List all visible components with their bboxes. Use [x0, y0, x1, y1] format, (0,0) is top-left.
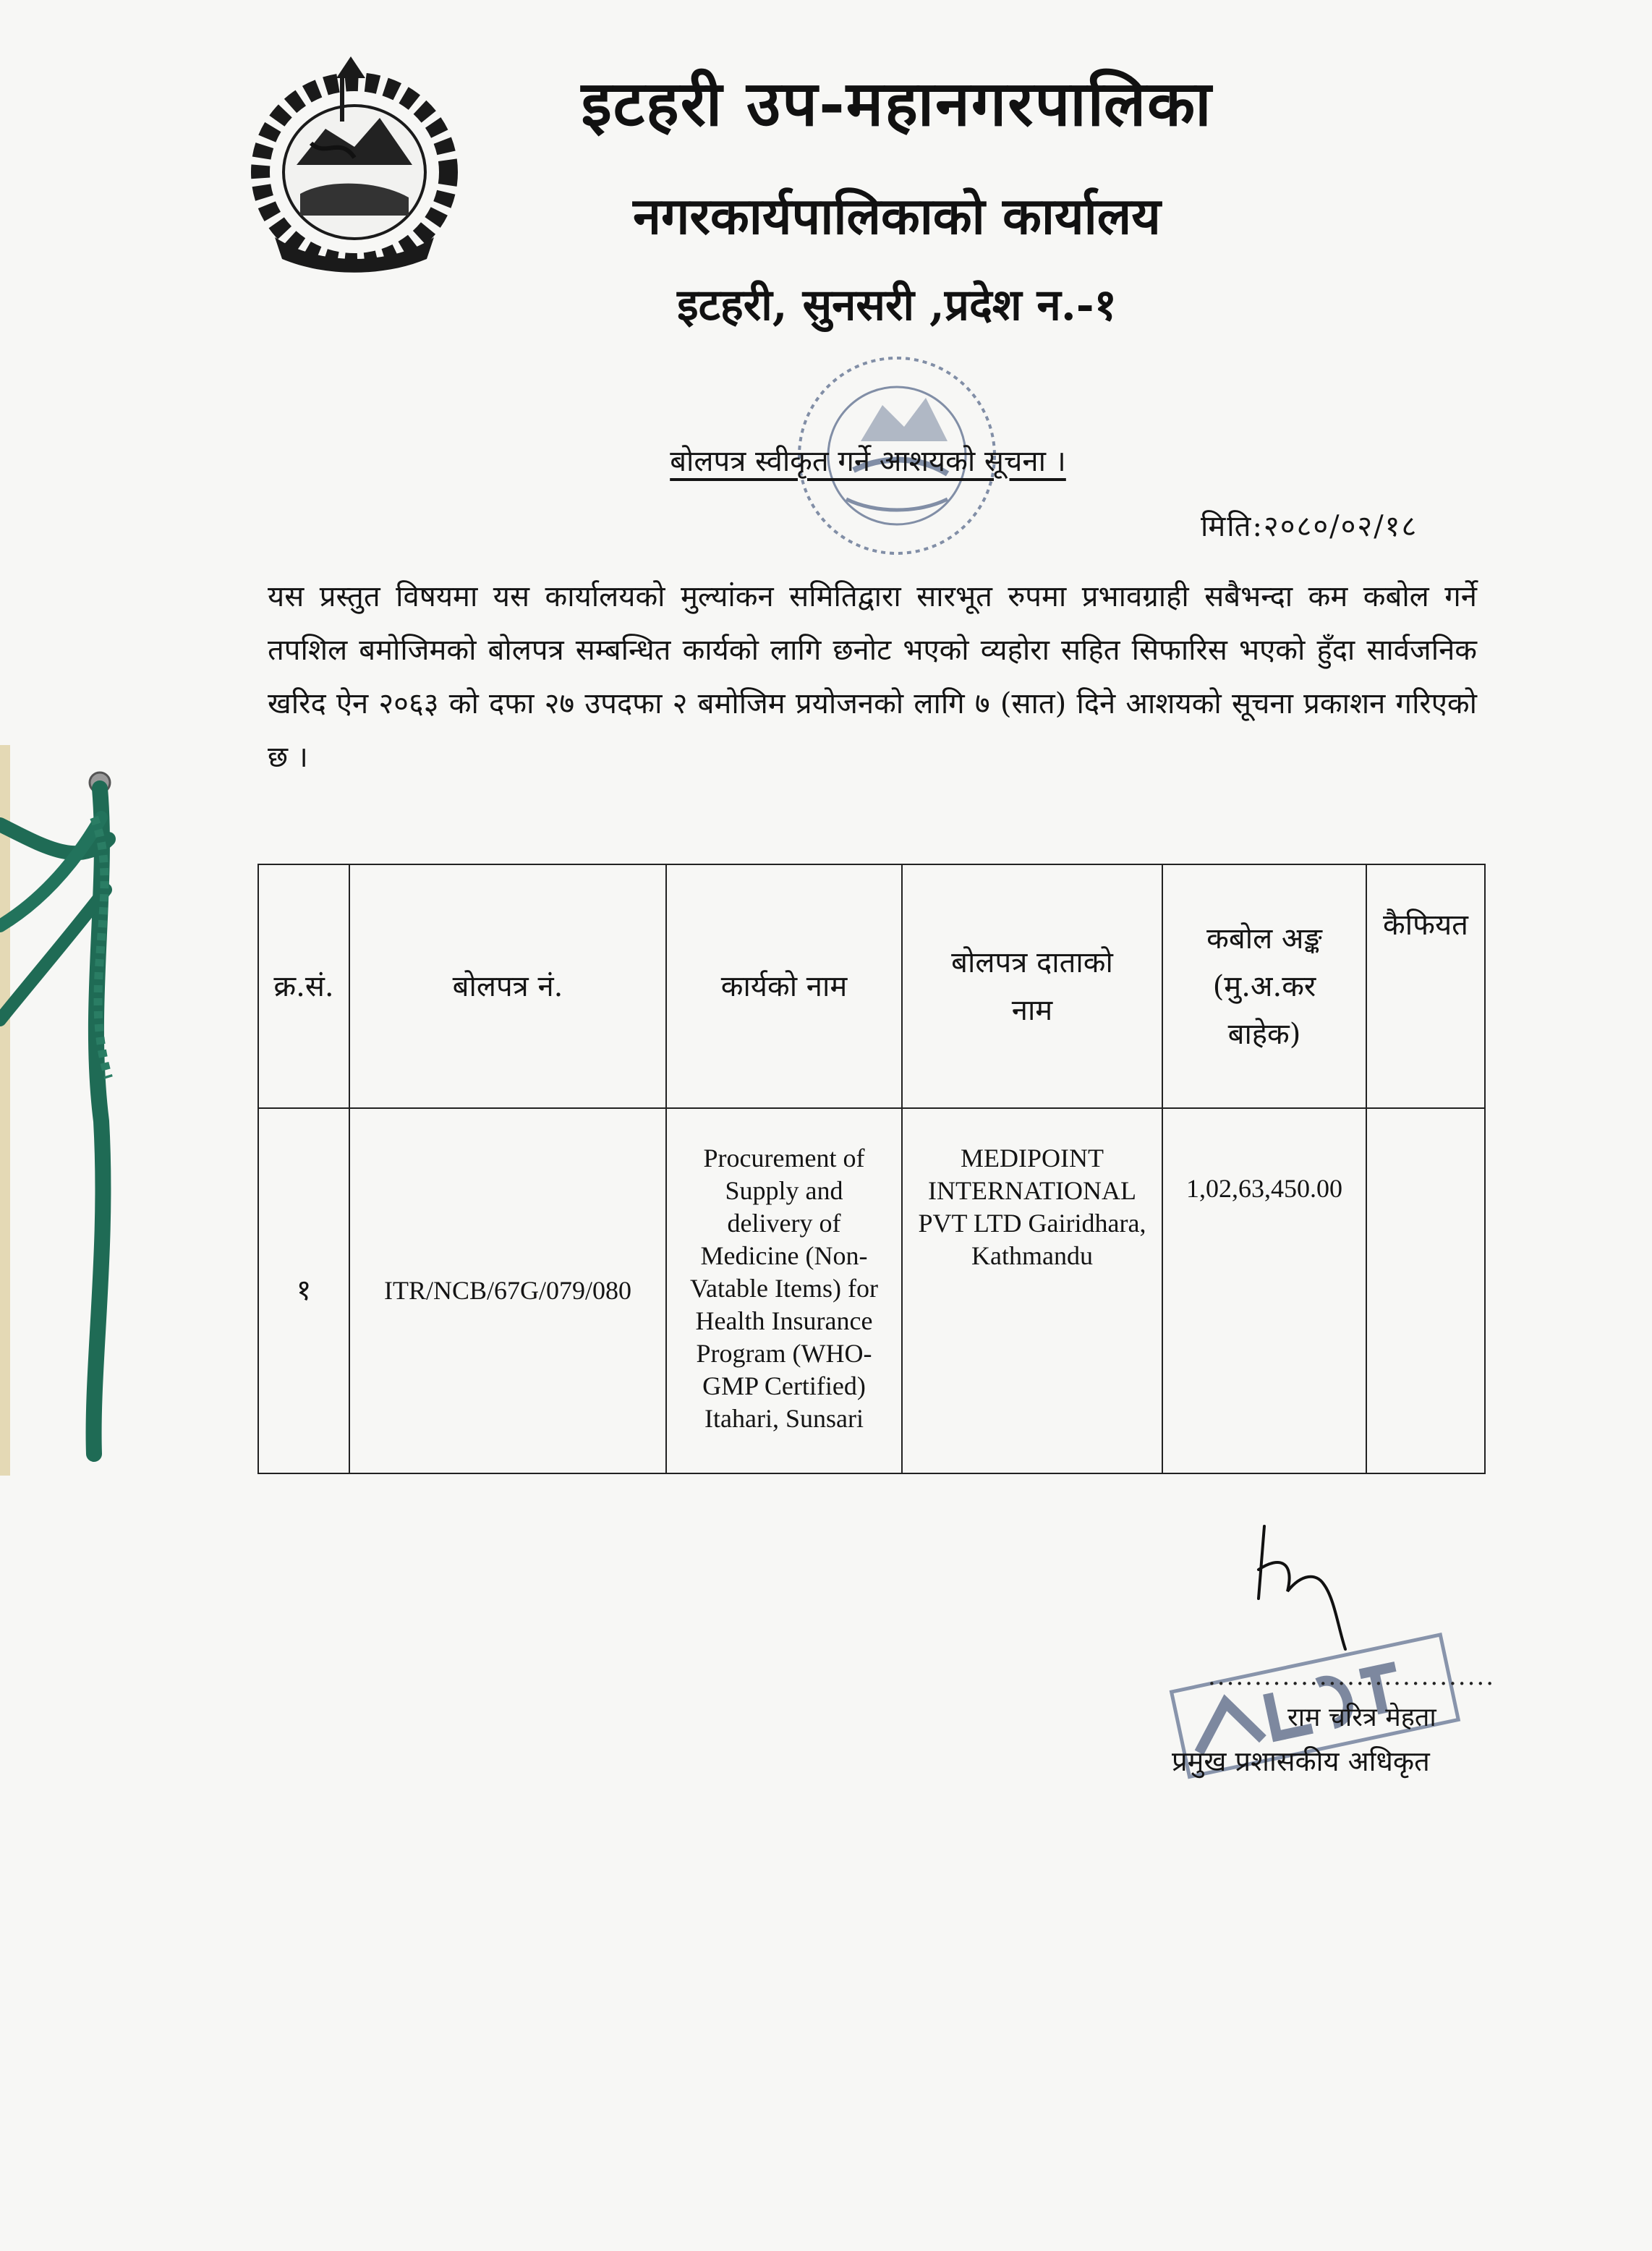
header-work: कार्यको नाम — [666, 864, 902, 1108]
signature-line: ............................... — [1208, 1662, 1496, 1691]
cell-bid-no: ITR/NCB/67G/079/080 — [349, 1108, 666, 1473]
notice-body: यस प्रस्तुत विषयमा यस कार्यालयको मुल्यांकन समितिद्वारा सारभूत रुपमा प्रभावग्राही सबैभन्दा कम कबोल गर्ने तपशिल बमोजिमको बोलपत्र सम्बन्धित कार्यको लागि छनोट भएको व्यहोरा सहित सिफारिस भएको हुँदा सार्वजनिक खरिद ऐन २०६३ को दफा २७ उपदफा २ बमोजिम प्रयोजनको लागि ७ (सात) दिने आशयको सूचना प्रकाशन गरिएको छ । — [268, 580, 1477, 774]
org-name: इटहरी उप-महानगरपालिका — [581, 67, 1213, 140]
officer-title: प्रमुख प्रशासकीय अधिकृत — [1172, 1745, 1430, 1777]
header-sn: क्र.सं. — [258, 864, 349, 1108]
cell-amount: 1,02,63,450.00 — [1162, 1108, 1366, 1473]
table-row — [258, 1108, 1485, 1473]
cell-bidder: MEDIPOINT INTERNATIONAL PVT LTD Gairidhara, Kathmandu — [902, 1108, 1162, 1473]
office-address: इटहरी, सुनसरी ,प्रदेश न.-१ — [677, 280, 1117, 331]
binding-string — [0, 745, 166, 1476]
cell-remarks — [1366, 1108, 1485, 1473]
header-bidder: बोलपत्र दाताको नाम — [902, 864, 1162, 1108]
notice-subject: बोलपत्र स्वीकृत गर्ने आशयको सूचना । — [670, 445, 1066, 478]
table-header-row — [258, 864, 1485, 1108]
header-amount: कबोल अङ्क (मु.अ.कर बाहेक) — [1162, 864, 1366, 1108]
bid-table — [257, 864, 1486, 1474]
header-remarks: कैफियत — [1366, 864, 1485, 1108]
date-value: २०८०/०२/१८ — [1263, 510, 1418, 543]
date-label: मिति: — [1201, 510, 1264, 543]
notice-date — [1201, 505, 1418, 545]
cell-work: Procurement of Supply and delivery of Medicine (Non-Vatable Items) for Health Insurance Program (WHO-GMP Certified) Itahari, Sunsari — [666, 1108, 902, 1473]
officer-name: राम चरित्र मेहता — [1287, 1703, 1436, 1732]
office-name: नगरकार्यपालिकाको कार्यालय — [633, 186, 1161, 246]
header-bid-no: बोलपत्र नं. — [349, 864, 666, 1108]
government-emblem — [231, 56, 477, 281]
cell-sn: १ — [258, 1108, 349, 1473]
